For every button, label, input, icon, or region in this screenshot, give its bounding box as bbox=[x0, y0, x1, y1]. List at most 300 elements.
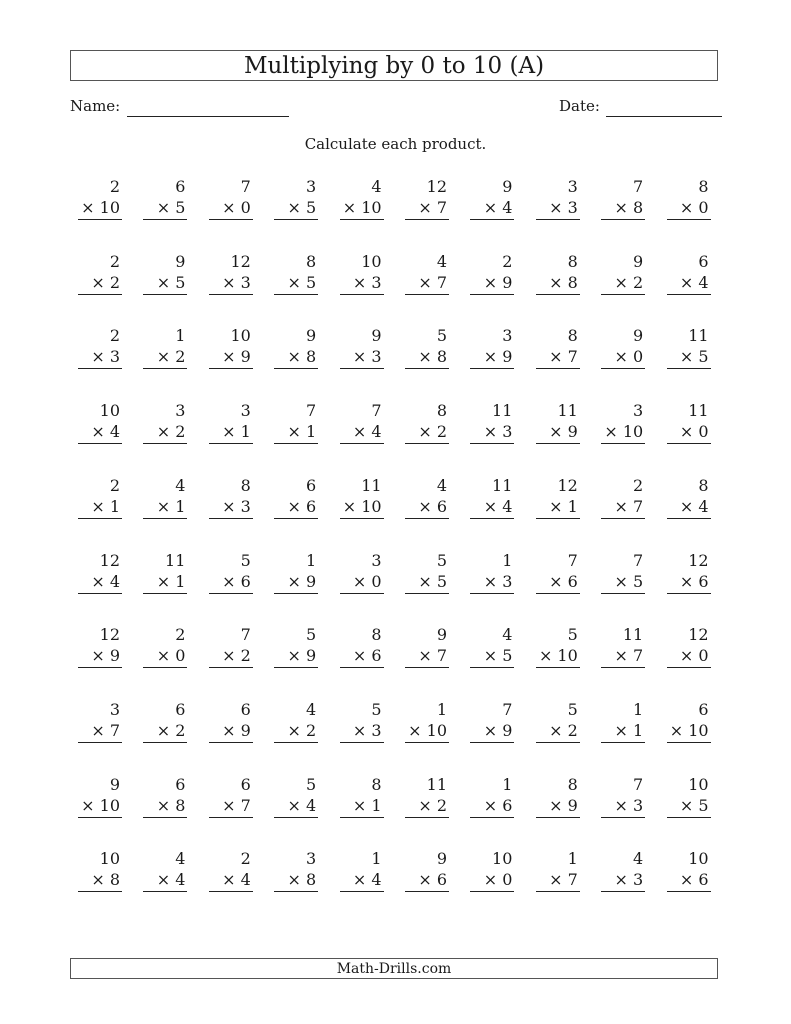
multiplier: × 1 bbox=[536, 496, 580, 519]
multiplier: × 10 bbox=[667, 720, 711, 743]
problem-4-3 bbox=[209, 401, 253, 444]
problem-7-6 bbox=[405, 625, 449, 668]
multiplier: × 6 bbox=[667, 869, 711, 892]
problem-10-9 bbox=[601, 849, 645, 892]
problem-8-2 bbox=[143, 700, 187, 743]
multiplicand: 11 bbox=[557, 401, 578, 421]
problem-7-8 bbox=[536, 625, 580, 668]
multiplier: × 8 bbox=[405, 346, 449, 369]
multiplicand: 6 bbox=[175, 699, 186, 719]
multiplicand: 7 bbox=[633, 774, 644, 794]
problem-7-3 bbox=[209, 625, 253, 668]
problem-7-7 bbox=[470, 625, 514, 668]
multiplier: × 3 bbox=[209, 272, 253, 295]
multiplicand: 4 bbox=[436, 475, 447, 495]
multiplier: × 9 bbox=[470, 272, 514, 295]
multiplier: × 7 bbox=[209, 795, 253, 818]
multiplicand: 10 bbox=[688, 774, 709, 794]
problem-2-8 bbox=[536, 252, 580, 295]
multiplier: × 6 bbox=[340, 645, 384, 668]
problem-1-6 bbox=[405, 177, 449, 220]
problem-5-6 bbox=[405, 476, 449, 519]
problem-8-5 bbox=[340, 700, 384, 743]
problem-8-6 bbox=[405, 700, 449, 743]
multiplicand: 2 bbox=[240, 849, 251, 869]
multiplier: × 3 bbox=[209, 496, 253, 519]
problem-6-3 bbox=[209, 551, 253, 594]
multiplier: × 8 bbox=[536, 272, 580, 295]
multiplier: × 1 bbox=[209, 421, 253, 444]
multiplier: × 2 bbox=[405, 795, 449, 818]
problem-4-9 bbox=[601, 401, 645, 444]
multiplier: × 7 bbox=[405, 645, 449, 668]
multiplicand: 2 bbox=[502, 251, 513, 271]
problem-4-5 bbox=[340, 401, 384, 444]
multiplicand: 8 bbox=[436, 401, 447, 421]
multiplier: × 7 bbox=[405, 272, 449, 295]
multiplicand: 8 bbox=[306, 251, 317, 271]
problem-3-1 bbox=[78, 326, 122, 369]
problem-4-4 bbox=[274, 401, 318, 444]
multiplicand: 10 bbox=[99, 401, 120, 421]
problem-9-6 bbox=[405, 775, 449, 818]
problem-5-2 bbox=[143, 476, 187, 519]
problem-2-3 bbox=[209, 252, 253, 295]
multiplier: × 0 bbox=[143, 645, 187, 668]
multiplier: × 10 bbox=[405, 720, 449, 743]
multiplicand: 9 bbox=[436, 625, 447, 645]
multiplicand: 10 bbox=[99, 849, 120, 869]
multiplicand: 2 bbox=[175, 625, 186, 645]
multiplier: × 3 bbox=[470, 421, 514, 444]
problem-5-1 bbox=[78, 476, 122, 519]
multiplicand: 6 bbox=[240, 699, 251, 719]
multiplier: × 5 bbox=[601, 571, 645, 594]
multiplicand: 11 bbox=[165, 550, 186, 570]
problem-2-5 bbox=[340, 252, 384, 295]
multiplicand: 12 bbox=[426, 177, 447, 196]
multiplicand: 3 bbox=[567, 177, 578, 196]
multiplier: × 5 bbox=[274, 272, 318, 295]
multiplier: × 5 bbox=[470, 645, 514, 668]
multiplicand: 3 bbox=[306, 177, 317, 196]
multiplicand: 5 bbox=[240, 550, 251, 570]
multiplier: × 4 bbox=[667, 272, 711, 295]
problem-9-8 bbox=[536, 775, 580, 818]
multiplier: × 3 bbox=[470, 571, 514, 594]
multiplicand: 7 bbox=[240, 177, 251, 196]
multiplier: × 0 bbox=[667, 421, 711, 444]
problem-1-9 bbox=[601, 177, 645, 220]
multiplier: × 3 bbox=[601, 869, 645, 892]
problem-6-7 bbox=[470, 551, 514, 594]
problem-6-5 bbox=[340, 551, 384, 594]
problem-6-1 bbox=[78, 551, 122, 594]
multiplicand: 6 bbox=[240, 774, 251, 794]
problem-9-9 bbox=[601, 775, 645, 818]
multiplier: × 10 bbox=[340, 197, 384, 220]
multiplicand: 7 bbox=[502, 699, 513, 719]
multiplicand: 7 bbox=[240, 625, 251, 645]
multiplier: × 5 bbox=[667, 346, 711, 369]
multiplier: × 3 bbox=[78, 346, 122, 369]
multiplier: × 2 bbox=[209, 645, 253, 668]
multiplier: × 8 bbox=[274, 346, 318, 369]
problem-8-9 bbox=[601, 700, 645, 743]
multiplicand: 2 bbox=[109, 177, 120, 196]
problem-9-4 bbox=[274, 775, 318, 818]
multiplicand: 5 bbox=[567, 625, 578, 645]
multiplicand: 8 bbox=[567, 326, 578, 346]
problem-10-2 bbox=[143, 849, 187, 892]
problem-4-8 bbox=[536, 401, 580, 444]
multiplicand: 4 bbox=[502, 625, 513, 645]
multiplicand: 6 bbox=[175, 774, 186, 794]
problem-7-9 bbox=[601, 625, 645, 668]
multiplicand: 2 bbox=[633, 475, 644, 495]
multiplier: × 4 bbox=[667, 496, 711, 519]
multiplier: × 2 bbox=[78, 272, 122, 295]
problem-7-4 bbox=[274, 625, 318, 668]
multiplier: × 8 bbox=[143, 795, 187, 818]
multiplier: × 4 bbox=[274, 795, 318, 818]
problem-10-3 bbox=[209, 849, 253, 892]
multiplier: × 4 bbox=[209, 869, 253, 892]
multiplicand: 6 bbox=[306, 475, 317, 495]
problem-1-5 bbox=[340, 177, 384, 220]
date-label: Date: bbox=[559, 97, 600, 115]
problem-6-6 bbox=[405, 551, 449, 594]
multiplier: × 4 bbox=[78, 421, 122, 444]
multiplicand: 11 bbox=[492, 401, 513, 421]
multiplier: × 5 bbox=[143, 197, 187, 220]
multiplicand: 2 bbox=[109, 251, 120, 271]
problem-3-8 bbox=[536, 326, 580, 369]
multiplier: × 6 bbox=[209, 571, 253, 594]
multiplier: × 10 bbox=[78, 197, 122, 220]
problem-1-3 bbox=[209, 177, 253, 220]
multiplicand: 9 bbox=[109, 774, 120, 794]
multiplier: × 9 bbox=[209, 346, 253, 369]
multiplicand: 4 bbox=[371, 177, 382, 196]
multiplier: × 7 bbox=[536, 869, 580, 892]
multiplier: × 4 bbox=[143, 869, 187, 892]
multiplicand: 4 bbox=[306, 699, 317, 719]
problem-4-1 bbox=[78, 401, 122, 444]
problem-2-9 bbox=[601, 252, 645, 295]
multiplicand: 2 bbox=[109, 326, 120, 346]
problem-5-8 bbox=[536, 476, 580, 519]
problem-1-7 bbox=[470, 177, 514, 220]
multiplier: × 2 bbox=[274, 720, 318, 743]
multiplier: × 9 bbox=[78, 645, 122, 668]
problem-2-7 bbox=[470, 252, 514, 295]
multiplier: × 0 bbox=[340, 571, 384, 594]
multiplicand: 1 bbox=[371, 849, 382, 869]
problem-1-8 bbox=[536, 177, 580, 220]
multiplicand: 7 bbox=[633, 177, 644, 196]
problem-6-10 bbox=[667, 551, 711, 594]
problem-8-10 bbox=[667, 700, 711, 743]
problem-3-5 bbox=[340, 326, 384, 369]
multiplicand: 1 bbox=[502, 774, 513, 794]
multiplicand: 10 bbox=[230, 326, 251, 346]
multiplicand: 3 bbox=[306, 849, 317, 869]
problem-9-10 bbox=[667, 775, 711, 818]
multiplier: × 6 bbox=[470, 795, 514, 818]
multiplicand: 5 bbox=[371, 699, 382, 719]
problem-5-4 bbox=[274, 476, 318, 519]
problem-1-4 bbox=[274, 177, 318, 220]
problem-3-3 bbox=[209, 326, 253, 369]
multiplicand: 12 bbox=[688, 550, 709, 570]
multiplier: × 0 bbox=[470, 869, 514, 892]
problem-2-10 bbox=[667, 252, 711, 295]
multiplicand: 5 bbox=[436, 326, 447, 346]
multiplier: × 10 bbox=[536, 645, 580, 668]
multiplicand: 3 bbox=[633, 401, 644, 421]
multiplicand: 1 bbox=[175, 326, 186, 346]
problem-6-9 bbox=[601, 551, 645, 594]
multiplicand: 4 bbox=[633, 849, 644, 869]
footer-credit: Math-Drills.com bbox=[70, 958, 718, 979]
multiplier: × 10 bbox=[601, 421, 645, 444]
problem-8-3 bbox=[209, 700, 253, 743]
multiplier: × 7 bbox=[536, 346, 580, 369]
multiplier: × 2 bbox=[143, 720, 187, 743]
multiplicand: 3 bbox=[175, 401, 186, 421]
multiplier: × 6 bbox=[667, 571, 711, 594]
multiplicand: 7 bbox=[306, 401, 317, 421]
multiplier: × 1 bbox=[340, 795, 384, 818]
problem-1-10 bbox=[667, 177, 711, 220]
problem-5-3 bbox=[209, 476, 253, 519]
multiplier: × 6 bbox=[405, 869, 449, 892]
multiplier: × 2 bbox=[143, 346, 187, 369]
multiplier: × 9 bbox=[536, 421, 580, 444]
multiplier: × 8 bbox=[601, 197, 645, 220]
multiplier: × 0 bbox=[209, 197, 253, 220]
multiplier: × 9 bbox=[470, 346, 514, 369]
multiplicand: 7 bbox=[567, 550, 578, 570]
problem-6-4 bbox=[274, 551, 318, 594]
problem-6-2 bbox=[143, 551, 187, 594]
multiplicand: 9 bbox=[633, 326, 644, 346]
multiplier: × 4 bbox=[340, 421, 384, 444]
problem-10-10 bbox=[667, 849, 711, 892]
multiplier: × 5 bbox=[667, 795, 711, 818]
multiplicand: 1 bbox=[633, 699, 644, 719]
multiplicand: 4 bbox=[175, 849, 186, 869]
problem-5-5 bbox=[340, 476, 384, 519]
problem-3-7 bbox=[470, 326, 514, 369]
multiplier: × 2 bbox=[601, 272, 645, 295]
problem-9-5 bbox=[340, 775, 384, 818]
multiplicand: 11 bbox=[688, 326, 709, 346]
multiplicand: 6 bbox=[175, 177, 186, 196]
problem-10-6 bbox=[405, 849, 449, 892]
multiplier: × 7 bbox=[78, 720, 122, 743]
multiplicand: 2 bbox=[109, 475, 120, 495]
problem-9-3 bbox=[209, 775, 253, 818]
multiplicand: 11 bbox=[492, 475, 513, 495]
multiplier: × 5 bbox=[143, 272, 187, 295]
multiplier: × 8 bbox=[274, 869, 318, 892]
name-label: Name: bbox=[70, 97, 121, 115]
problem-8-1 bbox=[78, 700, 122, 743]
multiplier: × 5 bbox=[405, 571, 449, 594]
problem-4-6 bbox=[405, 401, 449, 444]
multiplicand: 11 bbox=[361, 475, 382, 495]
multiplicand: 8 bbox=[371, 774, 382, 794]
multiplier: × 9 bbox=[209, 720, 253, 743]
multiplicand: 1 bbox=[306, 550, 317, 570]
multiplier: × 8 bbox=[78, 869, 122, 892]
multiplier: × 3 bbox=[340, 346, 384, 369]
problem-8-4 bbox=[274, 700, 318, 743]
problem-4-2 bbox=[143, 401, 187, 444]
multiplier: × 3 bbox=[340, 720, 384, 743]
multiplier: × 3 bbox=[536, 197, 580, 220]
multiplier: × 1 bbox=[274, 421, 318, 444]
problem-2-6 bbox=[405, 252, 449, 295]
multiplicand: 9 bbox=[306, 326, 317, 346]
multiplier: × 0 bbox=[667, 197, 711, 220]
problem-3-10 bbox=[667, 326, 711, 369]
multiplier: × 1 bbox=[143, 571, 187, 594]
problem-10-4 bbox=[274, 849, 318, 892]
multiplier: × 4 bbox=[470, 197, 514, 220]
problem-3-4 bbox=[274, 326, 318, 369]
multiplier: × 10 bbox=[78, 795, 122, 818]
multiplier: × 4 bbox=[340, 869, 384, 892]
multiplicand: 8 bbox=[567, 251, 578, 271]
problem-10-5 bbox=[340, 849, 384, 892]
multiplicand: 10 bbox=[492, 849, 513, 869]
multiplier: × 7 bbox=[601, 645, 645, 668]
multiplicand: 9 bbox=[436, 849, 447, 869]
problem-4-10 bbox=[667, 401, 711, 444]
multiplier: × 1 bbox=[143, 496, 187, 519]
multiplier: × 1 bbox=[601, 720, 645, 743]
multiplicand: 3 bbox=[371, 550, 382, 570]
multiplier: × 7 bbox=[405, 197, 449, 220]
problem-5-10 bbox=[667, 476, 711, 519]
multiplier: × 6 bbox=[536, 571, 580, 594]
problem-3-6 bbox=[405, 326, 449, 369]
multiplier: × 4 bbox=[470, 496, 514, 519]
multiplier: × 9 bbox=[274, 645, 318, 668]
multiplicand: 11 bbox=[426, 774, 447, 794]
multiplicand: 3 bbox=[240, 401, 251, 421]
multiplicand: 7 bbox=[371, 401, 382, 421]
problem-6-8 bbox=[536, 551, 580, 594]
multiplicand: 6 bbox=[698, 251, 709, 271]
multiplicand: 12 bbox=[99, 625, 120, 645]
problem-9-7 bbox=[470, 775, 514, 818]
multiplicand: 8 bbox=[567, 774, 578, 794]
multiplier: × 5 bbox=[274, 197, 318, 220]
multiplier: × 9 bbox=[536, 795, 580, 818]
multiplier: × 3 bbox=[601, 795, 645, 818]
problem-4-7 bbox=[470, 401, 514, 444]
problem-7-1 bbox=[78, 625, 122, 668]
multiplicand: 1 bbox=[436, 699, 447, 719]
problem-1-2 bbox=[143, 177, 187, 220]
multiplier: × 9 bbox=[470, 720, 514, 743]
multiplicand: 4 bbox=[436, 251, 447, 271]
problem-10-7 bbox=[470, 849, 514, 892]
multiplicand: 8 bbox=[698, 475, 709, 495]
multiplier: × 3 bbox=[340, 272, 384, 295]
multiplicand: 11 bbox=[688, 401, 709, 421]
problem-2-2 bbox=[143, 252, 187, 295]
multiplier: × 0 bbox=[667, 645, 711, 668]
multiplicand: 1 bbox=[502, 550, 513, 570]
multiplicand: 9 bbox=[175, 251, 186, 271]
problem-1-1 bbox=[78, 177, 122, 220]
problem-10-1 bbox=[78, 849, 122, 892]
multiplier: × 7 bbox=[601, 496, 645, 519]
multiplicand: 8 bbox=[698, 177, 709, 196]
problem-7-10 bbox=[667, 625, 711, 668]
multiplicand: 4 bbox=[175, 475, 186, 495]
multiplicand: 3 bbox=[109, 699, 120, 719]
multiplicand: 12 bbox=[688, 625, 709, 645]
problem-8-8 bbox=[536, 700, 580, 743]
multiplicand: 8 bbox=[371, 625, 382, 645]
date-blank-line bbox=[606, 116, 722, 117]
multiplicand: 8 bbox=[240, 475, 251, 495]
multiplicand: 6 bbox=[698, 699, 709, 719]
problem-10-8 bbox=[536, 849, 580, 892]
multiplicand: 12 bbox=[99, 550, 120, 570]
name-blank-line bbox=[127, 116, 289, 117]
problem-5-7 bbox=[470, 476, 514, 519]
problem-9-1 bbox=[78, 775, 122, 818]
problem-7-5 bbox=[340, 625, 384, 668]
problem-2-4 bbox=[274, 252, 318, 295]
multiplicand: 5 bbox=[306, 774, 317, 794]
multiplier: × 6 bbox=[274, 496, 318, 519]
problem-5-9 bbox=[601, 476, 645, 519]
name-date-row bbox=[70, 97, 722, 121]
multiplicand: 9 bbox=[502, 177, 513, 196]
multiplicand: 3 bbox=[502, 326, 513, 346]
problem-3-9 bbox=[601, 326, 645, 369]
multiplier: × 2 bbox=[143, 421, 187, 444]
multiplicand: 9 bbox=[633, 251, 644, 271]
instructions: Calculate each product. bbox=[304, 135, 487, 153]
multiplier: × 9 bbox=[274, 571, 318, 594]
problem-3-2 bbox=[143, 326, 187, 369]
multiplier: × 6 bbox=[405, 496, 449, 519]
multiplier: × 10 bbox=[340, 496, 384, 519]
problem-8-7 bbox=[470, 700, 514, 743]
multiplicand: 12 bbox=[557, 475, 578, 495]
multiplicand: 5 bbox=[306, 625, 317, 645]
problem-2-1 bbox=[78, 252, 122, 295]
multiplicand: 7 bbox=[633, 550, 644, 570]
multiplicand: 1 bbox=[567, 849, 578, 869]
multiplier: × 1 bbox=[78, 496, 122, 519]
multiplier: × 2 bbox=[405, 421, 449, 444]
problem-9-2 bbox=[143, 775, 187, 818]
worksheet-title: Multiplying by 0 to 10 (A) bbox=[70, 50, 718, 81]
multiplicand: 9 bbox=[371, 326, 382, 346]
multiplicand: 5 bbox=[436, 550, 447, 570]
multiplicand: 5 bbox=[567, 699, 578, 719]
